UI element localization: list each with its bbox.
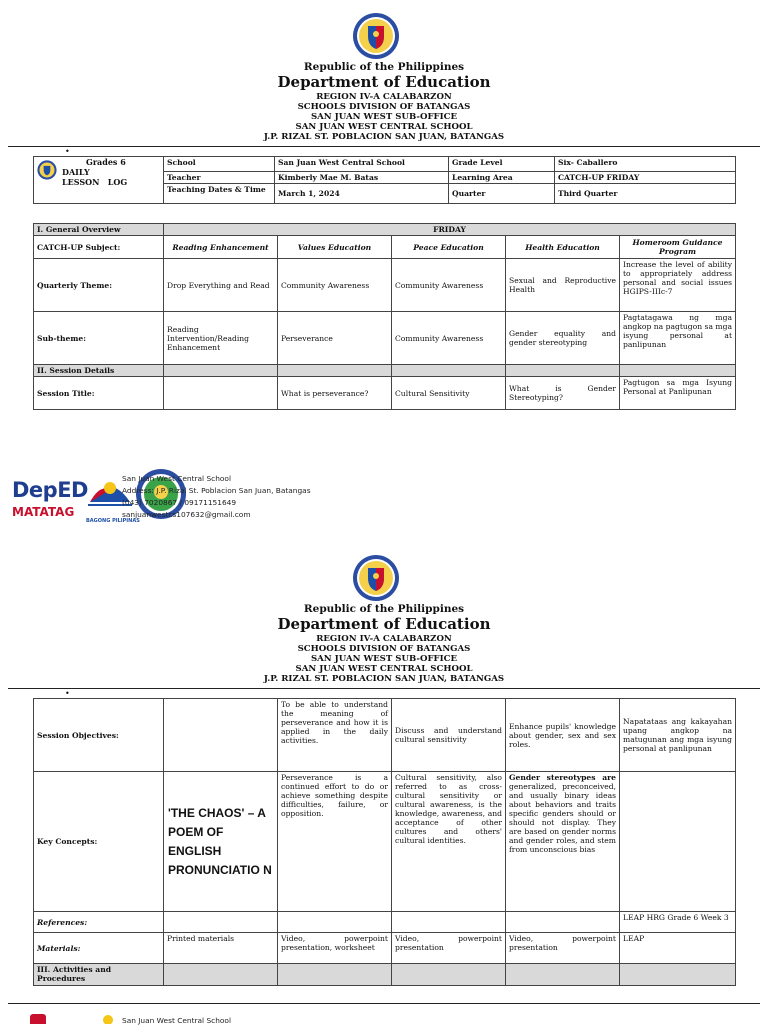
subject-reading: Reading Enhancement <box>164 236 278 259</box>
header-school: SAN JUAN WEST CENTRAL SCHOOL <box>295 122 473 132</box>
header-suboffice-2: SAN JUAN WEST SUB-OFFICE <box>310 654 458 664</box>
school-label: School <box>164 157 275 172</box>
learning-area-value: CATCH-UP FRIDAY <box>555 172 736 184</box>
header-rule-2 <box>8 688 760 689</box>
bullet-mark: • <box>65 147 70 156</box>
reference-peace <box>392 912 506 933</box>
header-address-2: J.P. RIZAL ST. POBLACION SAN JUAN, BATANGAS <box>263 674 505 684</box>
concept-reading <box>164 772 278 912</box>
theme-homeroom: Increase the level of ability to appropriately address personal and social issues HGIPS-IIIc-7 <box>620 259 736 312</box>
header-division: SCHOOLS DIVISION OF BATANGAS <box>297 102 471 112</box>
concept-health-rest: generalized, preconceived, and usually binary ideas about behaviors and traits specific genders should or should not display. They are based on gender norms and gender roles, and stem from unconscious bias <box>509 782 616 854</box>
objective-peace: Discuss and understand cultural sensitivity <box>392 699 506 772</box>
header-rule <box>8 146 760 147</box>
subject-health: Health Education <box>506 236 620 259</box>
material-health: Video, powerpoint presentation <box>506 933 620 964</box>
info-table <box>33 156 736 204</box>
theme-values: Community Awareness <box>278 259 392 312</box>
concept-reading-text: 'THE CHAOS' – A POEM OF ENGLISH PRONUNCIATIO N <box>168 805 272 877</box>
deped-mini-seal-icon <box>37 160 57 180</box>
deped-seal-icon-2 <box>352 554 400 602</box>
subject-values: Values Education <box>278 236 392 259</box>
concept-values: Perseverance is a continued effort to do or achieve something despite difficulties, failure, or opposition. <box>278 772 392 912</box>
department-title-2: Department of Education <box>277 615 491 633</box>
objective-health: Enhance pupils' knowledge about gender, sex and sex roles. <box>506 699 620 772</box>
deped-logo-text: DepED <box>12 478 88 502</box>
material-homeroom: LEAP <box>620 933 736 964</box>
subtheme-peace: Community Awareness <box>392 312 506 365</box>
session-table <box>33 698 736 986</box>
references-label: References: <box>34 912 164 933</box>
title-peace: Cultural Sensitivity <box>392 377 506 410</box>
subtheme-reading: Reading Intervention/Reading Enhancement <box>164 312 278 365</box>
material-reading: Printed materials <box>164 933 278 964</box>
school-value: San Juan West Central School <box>275 157 449 172</box>
concept-peace: Cultural sensitivity, also referred to as cross-cultural sensitivity or cultural awareness, is the knowledge, awareness, and acceptance of other cultures and others' cultural identities. <box>392 772 506 912</box>
teacher-value: Kimberly Mae M. Batas <box>275 172 449 184</box>
session-objectives-label: Session Objectives: <box>34 699 164 772</box>
subject-homeroom: Homeroom Guidance Program <box>620 236 736 259</box>
department-title: Department of Education <box>277 73 491 91</box>
matatag-logo-text: MATATAG <box>12 505 75 519</box>
session-details-heading: II. Session Details <box>34 365 164 377</box>
reference-values <box>278 912 392 933</box>
objective-values: To be able to understand the meaning of perseverance and how it is applied in the daily activities. <box>278 699 392 772</box>
quarter-value: Third Quarter <box>555 184 736 204</box>
day-heading: FRIDAY <box>164 224 736 236</box>
footer-school-2: San Juan West Central School <box>122 1016 231 1025</box>
footer-school: San Juan West Central School <box>122 474 231 483</box>
deped-logo-partial-icon <box>30 1014 46 1024</box>
header-suboffice: SAN JUAN WEST SUB-OFFICE <box>310 112 458 122</box>
footer-address: Address: J.P. Rizal St. Poblacion San Juan, Batangas <box>122 486 311 495</box>
dates-value: March 1, 2024 <box>275 184 449 204</box>
grades-label: Grades 6 <box>86 157 126 167</box>
grade-level-label: Grade Level <box>449 157 555 172</box>
header-region-2: REGION IV-A CALABARZON <box>316 634 452 644</box>
header-school-2: SAN JUAN WEST CENTRAL SCHOOL <box>295 664 473 674</box>
title-reading <box>164 377 278 410</box>
subject-peace: Peace Education <box>392 236 506 259</box>
activities-heading: III. Activities and Procedures <box>34 964 164 986</box>
header-region: REGION IV-A CALABARZON <box>316 92 452 102</box>
title-homeroom: Pagtugon sa mga Isyung Personal at Panlipunan <box>620 377 736 410</box>
republic-line-2: Republic of the Philippines <box>303 603 465 615</box>
subtheme-health: Gender equality and gender stereotyping <box>506 312 620 365</box>
objective-reading <box>164 699 278 772</box>
footer-email: sanjuanwestcs107632@gmail.com <box>122 510 251 519</box>
material-values: Video, powerpoint presentation, worksheet <box>278 933 392 964</box>
reference-health <box>506 912 620 933</box>
overview-table <box>33 223 736 410</box>
concept-homeroom <box>620 772 736 912</box>
bullet-mark-2: • <box>65 689 70 698</box>
subtheme-homeroom: Pagtatagawa ng mga angkop na pagtugon sa mga isyung personal at panlipunan <box>620 312 736 365</box>
grade-level-value: Six- Caballero <box>555 157 736 172</box>
learning-area-label: Learning Area <box>449 172 555 184</box>
subtheme-values: Perseverance <box>278 312 392 365</box>
reference-homeroom: LEAP HRG Grade 6 Week 3 <box>620 912 736 933</box>
dll-line2: LESSON LOG <box>62 177 128 187</box>
dates-label: Teaching Dates & Time <box>164 184 275 204</box>
objective-homeroom: Napatataas ang kakayahan upang angkop na matugunan ang mga isyung personal at panlipunan <box>620 699 736 772</box>
quarterly-theme-label: Quarterly Theme: <box>34 259 164 312</box>
title-health: What is Gender Stereotyping? <box>506 377 620 410</box>
material-peace: Video, powerpoint presentation <box>392 933 506 964</box>
session-title-label: Session Title: <box>34 377 164 410</box>
theme-health: Sexual and Reproductive Health <box>506 259 620 312</box>
header-address: J.P. RIZAL ST. POBLACION SAN JUAN, BATANGAS <box>263 132 505 142</box>
concept-health-bold: Gender stereotypes are <box>509 773 616 782</box>
footer-phone: (043) 7020867 / 09171151649 <box>122 498 237 507</box>
dll-line1: DAILY <box>62 167 90 177</box>
key-concepts-label: Key Concepts: <box>34 772 164 912</box>
bagong-pilipinas-text: BAGONG PILIPINAS <box>86 518 140 524</box>
catchup-subject-label: CATCH-UP Subject: <box>34 236 164 259</box>
republic-line: Republic of the Philippines <box>303 61 465 73</box>
title-values: What is perseverance? <box>278 377 392 410</box>
deped-seal-icon <box>352 12 400 60</box>
materials-label: Materials: <box>34 933 164 964</box>
dll-cell <box>34 157 164 204</box>
footer-rule-2 <box>8 1003 760 1004</box>
header-division-2: SCHOOLS DIVISION OF BATANGAS <box>297 644 471 654</box>
general-overview-heading: I. General Overview <box>34 224 164 236</box>
concept-health <box>506 772 620 912</box>
reference-reading <box>164 912 278 933</box>
theme-reading: Drop Everything and Read <box>164 259 278 312</box>
subtheme-label: Sub-theme: <box>34 312 164 365</box>
teacher-label: Teacher <box>164 172 275 184</box>
quarter-label: Quarter <box>449 184 555 204</box>
theme-peace: Community Awareness <box>392 259 506 312</box>
